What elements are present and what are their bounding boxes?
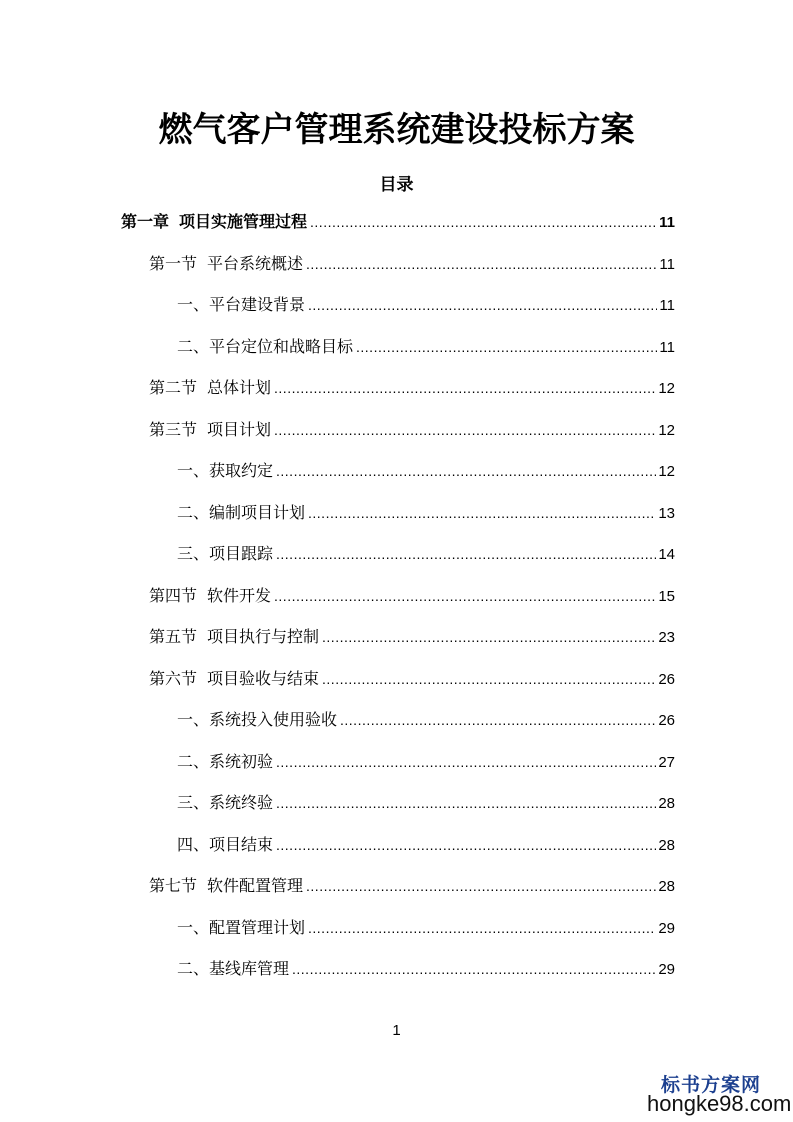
toc-entry-label: 三、系统终验 — [177, 793, 274, 812]
toc-page-number: 12 — [658, 422, 675, 439]
toc-dot-leader — [306, 249, 657, 279]
toc-entry[interactable] — [177, 705, 675, 735]
toc-entry-label: 一、系统投入使用验收 — [177, 710, 338, 729]
toc-page-number: 28 — [658, 837, 675, 854]
toc-entry-label: 第五节 项目执行与控制 — [149, 627, 320, 646]
toc-entry-label: 第六节 项目验收与结束 — [149, 669, 320, 688]
toc-entry[interactable] — [177, 498, 675, 528]
toc-dot-leader — [340, 705, 656, 735]
toc-dot-leader — [274, 415, 656, 445]
toc-entry-label: 第一章 项目实施管理过程 — [121, 212, 308, 231]
toc-dot-leader — [306, 871, 656, 901]
toc-entry[interactable] — [149, 871, 675, 901]
toc-entry-label: 一、获取约定 — [177, 461, 274, 480]
toc-entry[interactable] — [177, 830, 675, 860]
toc-dot-leader — [322, 622, 656, 652]
toc-dot-leader — [308, 290, 657, 320]
toc-page-number: 28 — [658, 795, 675, 812]
toc-entry[interactable] — [149, 373, 675, 403]
toc-page-number: 11 — [659, 256, 675, 273]
toc-entry-label: 第七节 软件配置管理 — [149, 876, 304, 895]
toc-page-number: 13 — [658, 505, 675, 522]
toc-page-number: 12 — [658, 463, 675, 480]
toc-entry[interactable] — [177, 456, 675, 486]
toc-entry-label: 二、平台定位和战略目标 — [177, 337, 354, 356]
toc-entry-label: 二、基线库管理 — [177, 959, 290, 978]
toc-entry-label: 第一节 平台系统概述 — [149, 254, 304, 273]
toc-dot-leader — [276, 747, 656, 777]
toc-entry-label: 四、项目结束 — [177, 835, 274, 854]
toc-entry[interactable] — [177, 788, 675, 818]
toc-dot-leader — [274, 581, 656, 611]
toc-entry-label: 第三节 项目计划 — [149, 420, 272, 439]
toc-page-number: 15 — [658, 588, 675, 605]
toc-dot-leader — [356, 332, 657, 362]
watermark-url: hongke98.com — [647, 1091, 792, 1116]
toc-entry[interactable] — [177, 747, 675, 777]
toc-page-number: 26 — [658, 671, 675, 688]
toc-entry[interactable] — [149, 249, 675, 279]
toc-page-number: 23 — [658, 629, 675, 646]
toc-dot-leader — [308, 913, 656, 943]
toc-dot-leader — [274, 373, 656, 403]
toc-entry[interactable] — [177, 332, 675, 362]
toc-page-number: 29 — [658, 961, 675, 978]
page-number: 1 — [392, 1022, 401, 1039]
toc-heading: 目录 — [379, 175, 414, 195]
toc-page-number: 11 — [659, 339, 675, 356]
toc-entry[interactable] — [149, 581, 675, 611]
toc-dot-leader — [276, 788, 656, 818]
watermark-site-name: 标书方案网 — [661, 1074, 762, 1096]
toc-entry-label: 二、编制项目计划 — [177, 503, 306, 522]
toc-dot-leader — [276, 830, 656, 860]
toc-dot-leader — [308, 498, 656, 528]
toc-entry[interactable] — [177, 290, 675, 320]
toc-entry-label: 第四节 软件开发 — [149, 586, 272, 605]
toc-page-number: 14 — [658, 546, 675, 563]
toc-entry-label: 一、平台建设背景 — [177, 295, 306, 314]
document-title: 燃气客户管理系统建设投标方案 — [158, 110, 635, 150]
toc-entry-label: 二、系统初验 — [177, 752, 274, 771]
toc-page-number: 29 — [658, 920, 675, 937]
toc-page-number: 26 — [658, 712, 675, 729]
toc-page-number: 12 — [658, 380, 675, 397]
toc-entry[interactable] — [149, 664, 675, 694]
toc-entry[interactable] — [149, 415, 675, 445]
toc-dot-leader — [292, 954, 656, 984]
toc-entry[interactable] — [177, 539, 675, 569]
toc-page-number: 27 — [658, 754, 675, 771]
toc-entry-label: 一、配置管理计划 — [177, 918, 306, 937]
toc-dot-leader — [276, 456, 656, 486]
toc-entry-label: 三、项目跟踪 — [177, 544, 274, 563]
toc-entry[interactable] — [177, 913, 675, 943]
toc-page-number: 11 — [659, 214, 675, 231]
toc-page-number: 28 — [658, 878, 675, 895]
toc-dot-leader — [276, 539, 656, 569]
toc-dot-leader — [310, 207, 657, 237]
toc-entry[interactable] — [149, 622, 675, 652]
toc-dot-leader — [322, 664, 656, 694]
toc-entry[interactable] — [177, 954, 675, 984]
toc-page-number: 11 — [659, 297, 675, 314]
toc-entry[interactable] — [121, 207, 675, 237]
toc-entry-label: 第二节 总体计划 — [149, 378, 272, 397]
